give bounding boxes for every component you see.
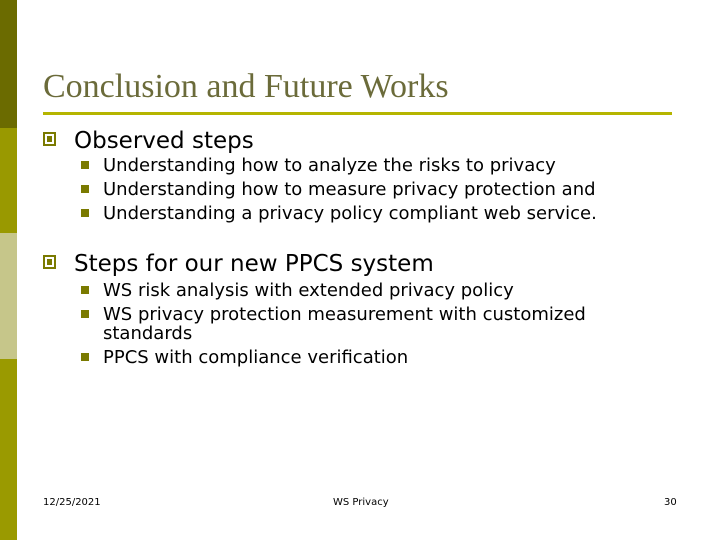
footer-date: 12/25/2021 <box>43 497 101 508</box>
footer-title: WS Privacy <box>333 497 389 508</box>
list-item-text: WS risk analysis with extended privacy policy <box>103 280 514 301</box>
list-item-text: Understanding how to analyze the risks to privacy <box>103 155 556 176</box>
decorative-stripe <box>0 128 17 233</box>
filled-square-bullet-icon <box>81 310 89 318</box>
page-number: 30 <box>664 497 677 508</box>
filled-square-bullet-icon <box>81 185 89 193</box>
square-bullet-icon <box>43 255 56 269</box>
filled-square-bullet-icon <box>81 286 89 294</box>
section-heading-text: Observed steps <box>74 128 254 154</box>
section-heading-text: Steps for our new PPCS system <box>74 251 434 277</box>
filled-square-bullet-icon <box>81 353 89 361</box>
list-item-text: Understanding how to measure privacy protection and <box>103 179 596 200</box>
square-bullet-icon <box>43 132 56 146</box>
title-underline <box>43 112 672 115</box>
decorative-stripe <box>0 0 17 128</box>
list-item-text: PPCS with compliance verification <box>103 347 409 368</box>
list-item-text: standards <box>103 323 193 344</box>
decorative-stripe <box>0 233 17 359</box>
list-item-text: WS privacy protection measurement with customized <box>103 304 586 325</box>
filled-square-bullet-icon <box>81 161 89 169</box>
slide-title: Conclusion and Future Works <box>43 68 449 105</box>
filled-square-bullet-icon <box>81 209 89 217</box>
list-item-text: Understanding a privacy policy compliant web service. <box>103 203 597 224</box>
decorative-stripe <box>0 359 17 540</box>
